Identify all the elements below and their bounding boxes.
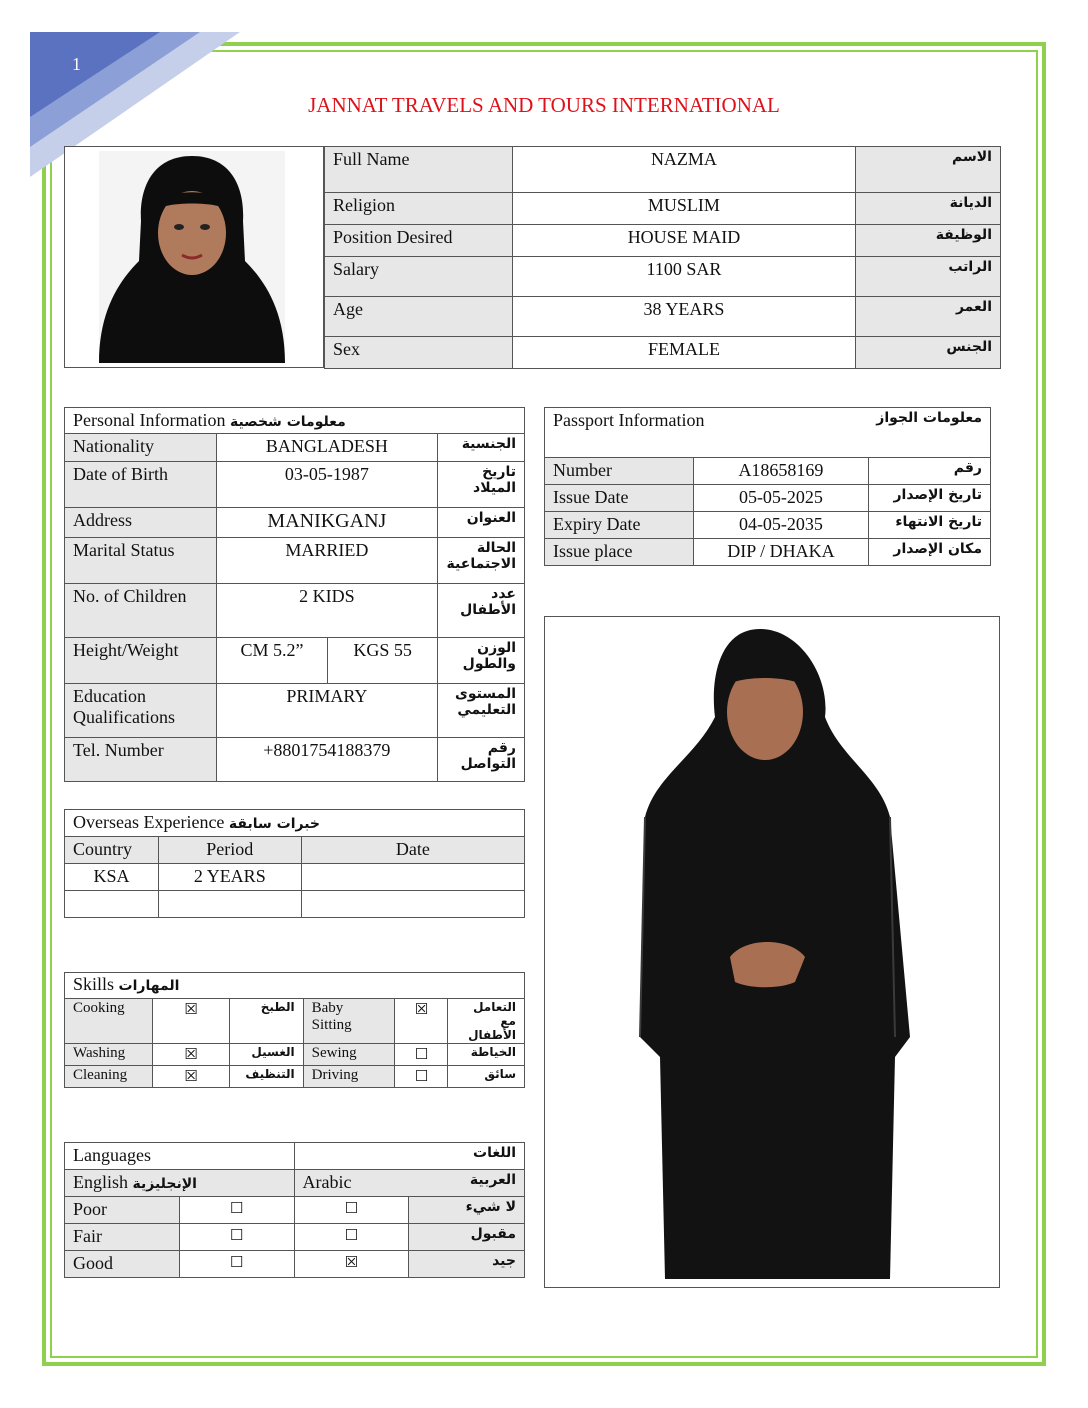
skill-baby-label-ar: التعامل مع الأطفال xyxy=(448,999,525,1044)
height-weight-label-ar: الوزن والطول xyxy=(437,638,524,684)
table-row xyxy=(65,891,525,918)
issue-place-label: Issue place xyxy=(545,539,694,566)
skill-cleaning-label: Cleaning xyxy=(65,1066,153,1088)
summary-value: HOUSE MAID xyxy=(512,225,855,257)
skill-washing-label-ar: الغسيل xyxy=(230,1044,303,1066)
summary-value: 38 YEARS xyxy=(512,297,855,337)
experience-title: Overseas Experience xyxy=(73,812,225,832)
summary-row xyxy=(325,225,1001,257)
passport-info-title-ar: معلومات الجواز xyxy=(876,410,982,426)
level-good-label: Good xyxy=(65,1251,180,1278)
summary-label: Salary xyxy=(325,257,513,297)
skill-sewing-label: Sewing xyxy=(303,1044,395,1066)
summary-value: FEMALE xyxy=(512,337,855,369)
level-poor-label-ar: لا شيء xyxy=(409,1197,525,1224)
children-value: 2 KIDS xyxy=(216,584,437,638)
passport-number-value: A18658169 xyxy=(693,458,869,485)
table-row xyxy=(65,864,525,891)
skill-washing-label: Washing xyxy=(65,1044,153,1066)
summary-row xyxy=(325,297,1001,337)
arabic-good-checkbox[interactable]: ☒ xyxy=(294,1251,409,1278)
skills-title-ar: المهارات xyxy=(118,978,180,994)
english-label: English xyxy=(73,1172,129,1192)
education-label: Education Qualifications xyxy=(65,684,217,738)
english-fair-checkbox[interactable]: ☐ xyxy=(179,1224,294,1251)
summary-value: 1100 SAR xyxy=(512,257,855,297)
arabic-fair-checkbox[interactable]: ☐ xyxy=(294,1224,409,1251)
address-label-ar: العنوان xyxy=(437,508,524,538)
skill-baby-label: Baby Sitting xyxy=(303,999,395,1044)
address-label: Address xyxy=(65,508,217,538)
english-header xyxy=(65,1170,295,1197)
level-poor-label: Poor xyxy=(65,1197,180,1224)
personal-info-title-ar: معلومات شخصية xyxy=(229,414,346,430)
issue-place-value: DIP / DHAKA xyxy=(693,539,869,566)
page-number: 1 xyxy=(72,54,81,74)
portrait-photo-box xyxy=(64,146,324,368)
arabic-label: Arabic xyxy=(302,1172,352,1192)
height-value: CM 5.2” xyxy=(216,638,328,684)
nationality-value: BANGLADESH xyxy=(216,434,437,462)
full-body-photo-box xyxy=(544,616,1000,1288)
children-label: No. of Children xyxy=(65,584,217,638)
skills-header xyxy=(65,973,525,999)
skill-sewing-label-ar: الخياطة xyxy=(448,1044,525,1066)
issue-date-label: Issue Date xyxy=(545,485,694,512)
issue-date-value: 05-05-2025 xyxy=(693,485,869,512)
marital-status-value: MARRIED xyxy=(216,538,437,584)
summary-value: NAZMA xyxy=(512,147,855,193)
passport-info-table xyxy=(544,407,991,566)
english-label-ar: الإنجليزية xyxy=(132,1176,197,1192)
languages-title: Languages xyxy=(65,1143,295,1170)
address-value: MANIKGANJ xyxy=(216,508,437,538)
level-fair-label-ar: مقبول xyxy=(409,1224,525,1251)
summary-value: MUSLIM xyxy=(512,193,855,225)
experience-period: 2 YEARS xyxy=(158,864,301,891)
marital-status-label: Marital Status xyxy=(65,538,217,584)
personal-info-title: Personal Information xyxy=(73,410,226,430)
arabic-poor-checkbox[interactable]: ☐ xyxy=(294,1197,409,1224)
skills-table xyxy=(64,972,525,1088)
personal-info-header xyxy=(65,408,525,434)
dob-label: Date of Birth xyxy=(65,462,217,508)
country-col-header: Country xyxy=(65,837,159,864)
tel-value: +8801754188379 xyxy=(216,738,437,782)
skill-driving-label: Driving xyxy=(303,1066,395,1088)
expiry-date-label-ar: تاريخ الانتهاء xyxy=(869,512,991,539)
dob-label-ar: تاريخ الميلاد xyxy=(437,462,524,508)
skill-driving-label-ar: سائق xyxy=(448,1066,525,1088)
experience-date xyxy=(301,864,524,891)
arabic-header xyxy=(294,1170,525,1197)
issue-date-label-ar: تاريخ الإصدار xyxy=(869,485,991,512)
level-fair-label: Fair xyxy=(65,1224,180,1251)
languages-title-ar: اللغات xyxy=(294,1143,525,1170)
experience-title-ar: خبرات سابقة xyxy=(228,816,321,832)
issue-place-label-ar: مكان الإصدار xyxy=(869,539,991,566)
portrait-photo xyxy=(99,151,285,363)
summary-row xyxy=(325,337,1001,369)
period-col-header: Period xyxy=(158,837,301,864)
nationality-label-ar: الجنسية xyxy=(437,434,524,462)
date-col-header: Date xyxy=(301,837,524,864)
height-weight-label: Height/Weight xyxy=(65,638,217,684)
expiry-date-value: 04-05-2035 xyxy=(693,512,869,539)
summary-label: Position Desired xyxy=(325,225,513,257)
full-body-photo xyxy=(545,617,999,1287)
skill-cooking-label: Cooking xyxy=(65,999,153,1044)
personal-info-table xyxy=(64,407,525,782)
skill-driving-checkbox[interactable]: ☐ xyxy=(395,1066,448,1088)
level-good-label-ar: جيد xyxy=(409,1251,525,1278)
summary-row xyxy=(325,147,1001,193)
english-poor-checkbox[interactable]: ☐ xyxy=(179,1197,294,1224)
skill-cleaning-checkbox[interactable]: ☒ xyxy=(152,1066,230,1088)
summary-label-ar: الوظيفة xyxy=(856,225,1001,257)
education-label-ar: المستوى التعليمي xyxy=(437,684,524,738)
skill-cooking-checkbox[interactable]: ☒ xyxy=(152,999,230,1044)
skill-washing-checkbox[interactable]: ☒ xyxy=(152,1044,230,1066)
company-title: JANNAT TRAVELS AND TOURS INTERNATIONAL xyxy=(308,93,780,117)
summary-label-ar: الراتب xyxy=(856,257,1001,297)
marital-status-label-ar: الحالة الاجتماعية xyxy=(437,538,524,584)
summary-label: Sex xyxy=(325,337,513,369)
weight-value: KGS 55 xyxy=(328,638,438,684)
experience-table xyxy=(64,809,525,918)
summary-label-ar: الجنس xyxy=(856,337,1001,369)
arabic-label-ar: العربية xyxy=(469,1172,516,1188)
summary-label: Age xyxy=(325,297,513,337)
experience-country: KSA xyxy=(65,864,159,891)
summary-table xyxy=(324,146,1001,369)
children-label-ar: عدد الأطفال xyxy=(437,584,524,638)
nationality-label: Nationality xyxy=(65,434,217,462)
skill-cooking-label-ar: الطبخ xyxy=(230,999,303,1044)
summary-row xyxy=(325,193,1001,225)
expiry-date-label: Expiry Date xyxy=(545,512,694,539)
languages-table xyxy=(64,1142,525,1278)
skill-baby-checkbox[interactable]: ☒ xyxy=(395,999,448,1044)
experience-period xyxy=(158,891,301,918)
experience-date xyxy=(301,891,524,918)
passport-number-label: Number xyxy=(545,458,694,485)
summary-label: Full Name xyxy=(325,147,513,193)
skill-sewing-checkbox[interactable]: ☐ xyxy=(395,1044,448,1066)
tel-label-ar: رقم التواصل xyxy=(437,738,524,782)
summary-label: Religion xyxy=(325,193,513,225)
skills-title: Skills xyxy=(73,974,115,994)
summary-label-ar: العمر xyxy=(856,297,1001,337)
english-good-checkbox[interactable]: ☐ xyxy=(179,1251,294,1278)
experience-header xyxy=(65,810,525,837)
skill-cleaning-label-ar: التنظيف xyxy=(230,1066,303,1088)
dob-value: 03-05-1987 xyxy=(216,462,437,508)
education-value: PRIMARY xyxy=(216,684,437,738)
passport-info-title: Passport Information xyxy=(553,410,705,430)
passport-info-header xyxy=(545,408,991,458)
summary-label-ar: الاسم xyxy=(856,147,1001,193)
summary-row xyxy=(325,257,1001,297)
passport-number-label-ar: رقم xyxy=(869,458,991,485)
experience-country xyxy=(65,891,159,918)
tel-label: Tel. Number xyxy=(65,738,217,782)
summary-label-ar: الديانة xyxy=(856,193,1001,225)
